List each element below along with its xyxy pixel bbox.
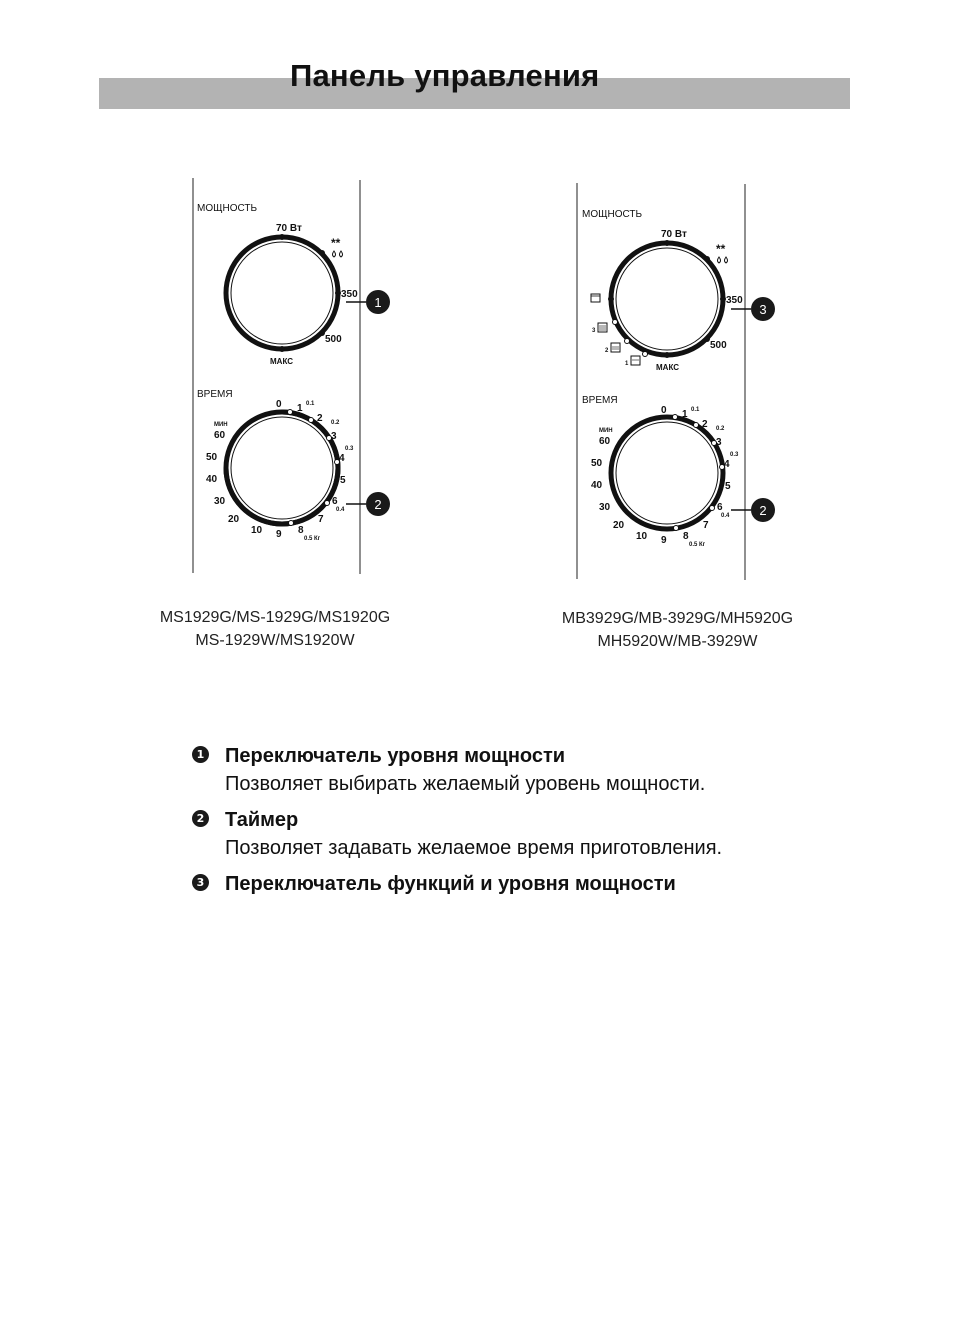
description-text-power: Позволяет выбирать желаемый уровень мощности. <box>225 773 706 795</box>
left-weight-0.1: 0.1 <box>306 401 315 407</box>
left-time-9: 9 <box>276 529 282 540</box>
description-item-power <box>190 742 890 798</box>
right-power-mark-70: 70 Вт <box>661 229 687 240</box>
right-weight-0.4: 0.4 <box>721 513 730 519</box>
right-time-0: 0 <box>661 405 667 416</box>
right-time-3: 3 <box>716 437 722 448</box>
left-timer-dial[interactable] <box>226 410 340 526</box>
right-time-9: 9 <box>661 535 667 546</box>
left-time-30: 30 <box>214 496 226 507</box>
left-time-8: 8 <box>298 525 304 536</box>
right-time-4: 4 <box>724 459 730 470</box>
description-text-timer: Позволяет задавать желаемое время приготовления. <box>225 837 723 859</box>
right-function-3: 3 <box>592 328 596 334</box>
description-title-function: Переключатель функций и уровня мощности <box>225 873 676 895</box>
left-time-50: 50 <box>206 452 218 463</box>
defrost-snowflake-drops-icon <box>331 236 343 257</box>
right-time-30: 30 <box>599 502 611 513</box>
right-model-line-2: MH5920W/MB-3929W <box>597 633 758 650</box>
left-power-mark-350: 350 <box>341 289 358 300</box>
left-power-mark-max: МАКС <box>270 357 293 366</box>
svg-text:**: ** <box>716 242 726 256</box>
left-model-list <box>140 606 410 652</box>
description-list <box>190 742 890 906</box>
right-time-20: 20 <box>613 520 625 531</box>
page-title: Панель управления <box>290 58 600 93</box>
left-power-dial[interactable] <box>226 234 341 352</box>
right-time-unit: МИН <box>599 428 613 434</box>
right-time-50: 50 <box>591 458 603 469</box>
description-badge-2: 2 <box>192 810 209 827</box>
combo-3-icon <box>598 323 607 332</box>
right-power-mark-500: 500 <box>710 340 727 351</box>
description-title-timer: Таймер <box>225 809 299 831</box>
left-panel <box>193 178 390 574</box>
right-time-40: 40 <box>591 480 603 491</box>
right-time-1: 1 <box>682 409 688 420</box>
left-time-label: ВРЕМЯ <box>197 389 233 400</box>
left-time-unit: МИН <box>214 422 228 428</box>
left-time-2: 2 <box>317 413 323 424</box>
left-callout-2-label: 2 <box>374 497 382 512</box>
left-power-mark-500: 500 <box>325 334 342 345</box>
oven-icon <box>591 294 600 302</box>
right-model-list <box>540 607 815 653</box>
right-panel <box>577 183 775 580</box>
left-time-40: 40 <box>206 474 218 485</box>
left-time-10: 10 <box>251 525 263 536</box>
right-time-10: 10 <box>636 531 648 542</box>
left-time-7: 7 <box>318 514 324 525</box>
left-model-line-1: MS1929G/MS-1929G/MS1920G <box>159 609 391 626</box>
right-time-label: ВРЕМЯ <box>582 395 618 406</box>
right-timer-dial[interactable] <box>611 415 725 531</box>
right-callout-3-label: 3 <box>759 302 767 317</box>
right-time-7: 7 <box>703 520 709 531</box>
right-function-2: 2 <box>605 348 609 354</box>
left-weight-0.3: 0.3 <box>345 446 354 452</box>
combo-2-icon <box>611 343 620 352</box>
left-time-5: 5 <box>340 475 346 486</box>
right-weight-0.1: 0.1 <box>691 407 700 413</box>
right-time-8: 8 <box>683 531 689 542</box>
right-time-60: 60 <box>599 436 611 447</box>
defrost-snowflake-drops-icon <box>716 242 728 263</box>
left-weight-0.2: 0.2 <box>331 420 340 426</box>
left-time-0: 0 <box>276 399 282 410</box>
description-title-power: Переключатель уровня мощности <box>225 745 566 767</box>
left-power-mark-70: 70 Вт <box>276 223 302 234</box>
svg-text:**: ** <box>331 236 341 250</box>
right-callout-2-label: 2 <box>759 503 767 518</box>
right-function-1: 1 <box>625 361 629 367</box>
right-weight-0.2: 0.2 <box>716 426 725 432</box>
left-time-4: 4 <box>339 453 345 464</box>
left-time-6: 6 <box>332 496 338 507</box>
right-time-2: 2 <box>702 419 708 430</box>
left-weight-0.4: 0.4 <box>336 507 345 513</box>
left-weight-0.5: 0.5 Кг <box>304 536 321 542</box>
left-time-3: 3 <box>331 431 337 442</box>
description-badge-1: 1 <box>192 746 209 763</box>
right-time-6: 6 <box>717 502 723 513</box>
left-callout-1-label: 1 <box>374 295 382 310</box>
right-time-5: 5 <box>725 481 731 492</box>
left-power-label: МОЩНОСТЬ <box>197 203 258 214</box>
left-time-1: 1 <box>297 403 303 414</box>
right-model-line-1: MB3929G/MB-3929G/MH5920G <box>561 610 794 627</box>
left-time-20: 20 <box>228 514 240 525</box>
right-power-mark-350: 350 <box>726 295 743 306</box>
right-weight-0.5: 0.5 Кг <box>689 542 706 548</box>
right-weight-0.3: 0.3 <box>730 452 739 458</box>
description-item-function <box>190 870 890 898</box>
right-function-dial[interactable] <box>608 240 726 358</box>
combo-1-icon <box>631 356 640 365</box>
right-power-label: МОЩНОСТЬ <box>582 209 643 220</box>
left-model-line-2: MS-1929W/MS1920W <box>195 632 355 649</box>
right-power-mark-max: МАКС <box>656 363 679 372</box>
description-item-timer <box>190 806 890 862</box>
description-badge-3: 3 <box>192 874 209 891</box>
left-time-60: 60 <box>214 430 226 441</box>
